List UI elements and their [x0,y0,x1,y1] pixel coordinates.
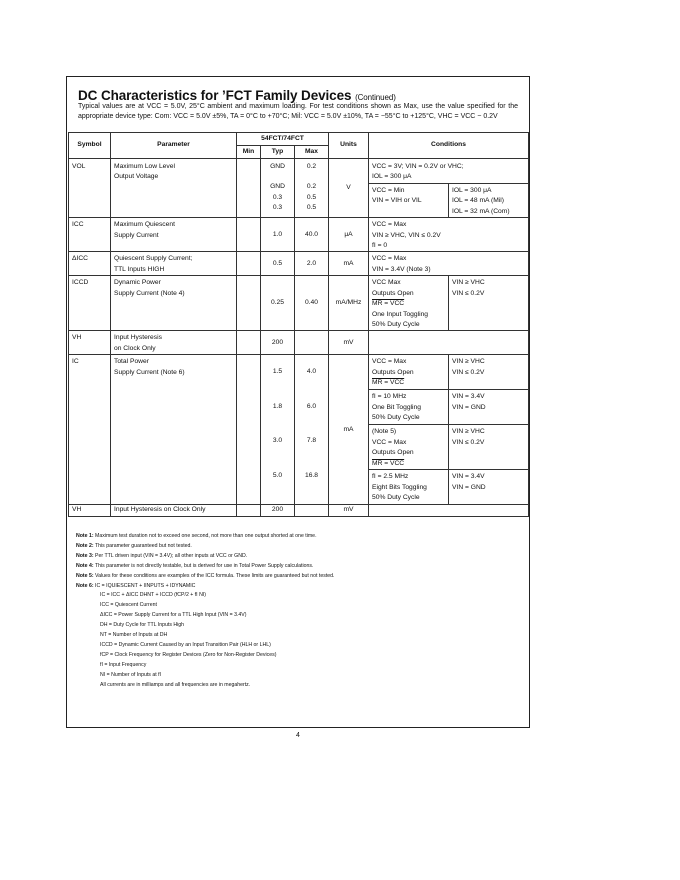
conditions-cell [369,355,449,390]
note-label: Note 3: [76,552,94,559]
symbol-cell: VOL [69,159,111,218]
condition-line: VIN = 3.4V (Note 3) [372,265,431,273]
table-row [69,355,529,390]
note-text: This parameter guaranteed but not tested. [94,542,192,549]
typ-cell: 0.25 [261,276,295,331]
condition-line: VIN = GND [452,483,486,491]
title-suffix: (Continued) [355,93,396,102]
condition-line: Outputs Open [372,368,414,376]
param-line: Supply Current (Note 6) [114,368,185,376]
note-6-details [76,591,522,690]
note-1 [76,532,522,542]
parameter-cell [111,252,237,276]
units-cell: V [329,159,369,218]
param-line: Output Voltage [114,173,159,181]
units-cell: μA [329,218,369,252]
condition-line: 50% Duty Cycle [372,494,420,502]
typ-value: 1.8 [272,402,283,410]
header-units: Units [329,133,369,159]
condition-line: VIN ≤ 0.2V [452,438,485,446]
note-line: fCP = Clock Frequency for Register Devices (Zero for Non-Register Devices) [100,651,277,658]
header-typ: Typ [261,146,295,159]
note-6 [76,582,522,592]
max-value: 0.5 [306,193,317,201]
typ-value: 3.0 [272,437,283,445]
typ-value: 0.3 [272,204,283,212]
param-line: Supply Current [114,231,159,239]
conditions-cell [369,470,449,505]
conditions-cell [369,505,529,517]
param-line: Maximum Low Level [114,163,175,170]
header-parameter: Parameter [111,133,237,159]
condition-line: fI = 2.5 MHz [372,473,409,481]
min-cell [237,252,261,276]
condition-line: VCC = Max [372,255,407,263]
condition-line: VIN = 3.4V [452,393,485,401]
condition-line: MR = VCC [372,379,405,387]
table-row [69,505,529,517]
note-label: Note 5: [76,572,94,579]
page-number: 4 [296,732,300,739]
note-text: Maximum test duration not to exceed one second, not more than one output shorted at one time. [95,533,317,539]
min-cell [237,276,261,331]
condition-line: MR = VCC [372,300,405,308]
typ-cell: 200 [261,505,295,517]
header-min: Min [237,146,261,159]
units-cell: mV [329,331,369,355]
condition-line: IOL = 48 mA (Mil) [452,197,504,205]
typ-cell: 1.0 [261,218,295,252]
max-cell [295,331,329,355]
note-line: All currents are in milliamps and all frequencies are in megahertz. [100,681,251,688]
param-line: Maximum Quiescent [114,221,175,229]
condition-line: VCC = Min [372,187,405,194]
condition-line: VCC = 3V; VIN = 0.2V or VHC; [372,163,464,170]
note-3 [76,552,522,562]
max-cell [295,355,329,505]
condition-line: VIN ≥ VHC [452,279,485,287]
units-cell: mA/MHz [329,276,369,331]
condition-line: 50% Duty Cycle [372,321,420,329]
conditions-cell [369,218,529,252]
symbol-cell: IC [69,355,111,505]
max-cell: 40.0 [295,218,329,252]
max-value: 0.2 [306,163,317,170]
condition-line: VIN ≥ VHC, VIN ≤ 0.2V [372,231,441,239]
min-cell [237,331,261,355]
note-text: IC = IQUIESCENT + IINPUTS + IDYNAMIC [95,582,196,589]
max-cell [295,159,329,218]
units-cell: mA [329,355,369,505]
conditions-cell [369,184,449,218]
conditions-cell [369,390,449,425]
units-cell: mV [329,505,369,517]
condition-line: Eight Bits Toggling [372,483,427,491]
conditions-cell [369,159,529,184]
typ-value: GND [270,163,285,170]
note-2 [76,542,522,552]
condition-line: fI = 0 [372,242,388,250]
conditions-cell [369,252,529,276]
max-value: 0.5 [306,204,317,212]
symbol-cell: ICC [69,218,111,252]
parameter-cell: Input Hysteresis on Clock Only [111,505,237,517]
condition-line: (Note 5) [372,428,397,436]
table-row [69,218,529,252]
note-label: Note 6: [76,582,94,589]
page-title [78,88,396,103]
condition-line: MR = VCC [372,459,405,467]
table-header-row [69,133,529,146]
param-line: Input Hysteresis [114,334,162,342]
param-line: Supply Current (Note 4) [114,289,185,297]
condition-line: VIN = VIH or VIL [372,197,422,205]
conditions-cell [369,425,449,470]
param-line: Quiescent Supply Current; [114,255,193,263]
max-cell: 2.0 [295,252,329,276]
condition-line: fI = 10 MHz [372,393,407,401]
condition-line: VCC = Max [372,438,407,446]
intro-line-2: specified for the appropriate device type: Com: VCC = 5.0V ±5%, TA = 0°C to +70°C; Mil: VCC = 5.0V ±10%, TA = −55°C [78,103,519,120]
max-value: 0.2 [306,183,317,191]
note-line: NT = Number of Inputs at DH [100,632,168,639]
condition-line: Outputs Open [372,289,414,297]
note-label: Note 4: [76,562,94,569]
condition-line: One Bit Toggling [372,403,421,411]
conditions-cell [449,390,529,425]
symbol-cell: ICCD [69,276,111,331]
units-cell: mA [329,252,369,276]
param-line: Total Power [114,358,149,366]
note-4 [76,562,522,572]
note-line: fI = Input Frequency [100,661,147,668]
note-5 [76,572,522,582]
condition-line: VCC = Max [372,358,407,366]
dc-characteristics-table [68,132,529,517]
note-line: ΔICC = Power Supply Current for a TTL High Input (VIN = 3.4V) [100,612,247,619]
note-line: ICC = Quiescent Current [100,602,157,609]
title-text: DC Characteristics for ’FCT Family Devices [78,88,352,103]
typ-value: 0.3 [272,193,283,201]
table-row [69,252,529,276]
header-symbol: Symbol [69,133,111,159]
min-cell [237,505,261,517]
note-label: Note 1: [76,533,94,539]
typ-cell [261,159,295,218]
conditions-cell [449,276,529,331]
condition-line: IOL = 300 μA [452,187,492,194]
conditions-cell [449,425,529,470]
header-conditions: Conditions [369,133,529,159]
typ-cell [261,355,295,505]
condition-line: VCC Max [372,279,401,287]
symbol-cell: VH [69,505,111,517]
table-row [69,331,529,355]
header-max: Max [295,146,329,159]
symbol-cell: VH [69,331,111,355]
parameter-cell [111,355,237,505]
note-label: Note 2: [76,542,94,549]
note-line: NI = Number of Inputs at fI [100,671,161,678]
note-line: DH = Duty Cycle for TTL Inputs High [100,622,185,629]
min-cell [237,218,261,252]
header-group: 54FCT/74FCT [237,133,329,146]
typ-cell: 200 [261,331,295,355]
parameter-cell [111,276,237,331]
condition-line: Outputs Open [372,449,414,457]
note-text: Values for these conditions are examples of the ICC formula. These limits are guaranteed but not tested. [95,572,335,579]
conditions-cell [369,331,529,355]
conditions-cell [369,276,449,331]
parameter-cell [111,218,237,252]
condition-line: VIN ≥ VHC [452,358,485,366]
max-cell [295,505,329,517]
note-text: Per TTL driven input (VIN = 3.4V); all other inputs at VCC or GND. [95,552,248,559]
max-value: 16.8 [304,471,319,479]
symbol-cell: ΔICC [69,252,111,276]
note-text: This parameter is not directly testable, but is derived for use in Total Power Supply calculations. [94,562,314,569]
notes-section [76,532,522,691]
max-value: 6.0 [306,402,317,410]
typ-cell: 0.5 [261,252,295,276]
param-line: Dynamic Power [114,279,161,287]
typ-value: GND [270,183,285,191]
parameter-cell [111,159,237,218]
condition-line: VIN ≤ 0.2V [452,368,485,376]
param-line: TTL Inputs HIGH [114,265,165,273]
typ-value: 1.5 [272,368,283,376]
min-cell [237,159,261,218]
max-cell: 0.40 [295,276,329,331]
table-row [69,276,529,331]
conditions-cell [449,470,529,505]
typ-value: 5.0 [272,471,283,479]
parameter-cell [111,331,237,355]
condition-line: VIN ≤ 0.2V [452,289,485,297]
condition-line: VIN ≥ VHC [452,428,485,436]
conditions-cell [449,355,529,390]
max-value: 4.0 [306,368,317,376]
note-line: IC = ICC + ΔICC DHNT + ICCD (fCP/2 + fI NI) [100,592,206,599]
max-value: 7.8 [306,437,317,445]
param-line: on Clock Only [114,344,156,352]
conditions-cell [449,184,529,218]
condition-line: IOL = 300 μA [372,173,412,181]
condition-line: One Input Toggling [372,310,429,318]
condition-line: VIN = GND [452,403,486,411]
note-line: ICCD = Dynamic Current Caused by an Input Transition Pair (HLH or LHL) [100,641,271,648]
intro-paragraph [78,102,518,122]
condition-line: IOL = 32 mA (Com) [452,207,510,215]
min-cell [237,355,261,505]
intro-line-1: Typical values are at VCC = 5.0V, 25°C ambient and maximum loading. For test conditions shown as Max, use the value [78,103,465,110]
condition-line: 50% Duty Cycle [372,414,420,422]
condition-line: VIN = 3.4V [452,473,485,481]
intro-line-3: to +125°C, VHC = VCC − 0.2V [402,113,498,120]
table-row [69,159,529,184]
condition-line: VCC = Max [372,221,407,229]
